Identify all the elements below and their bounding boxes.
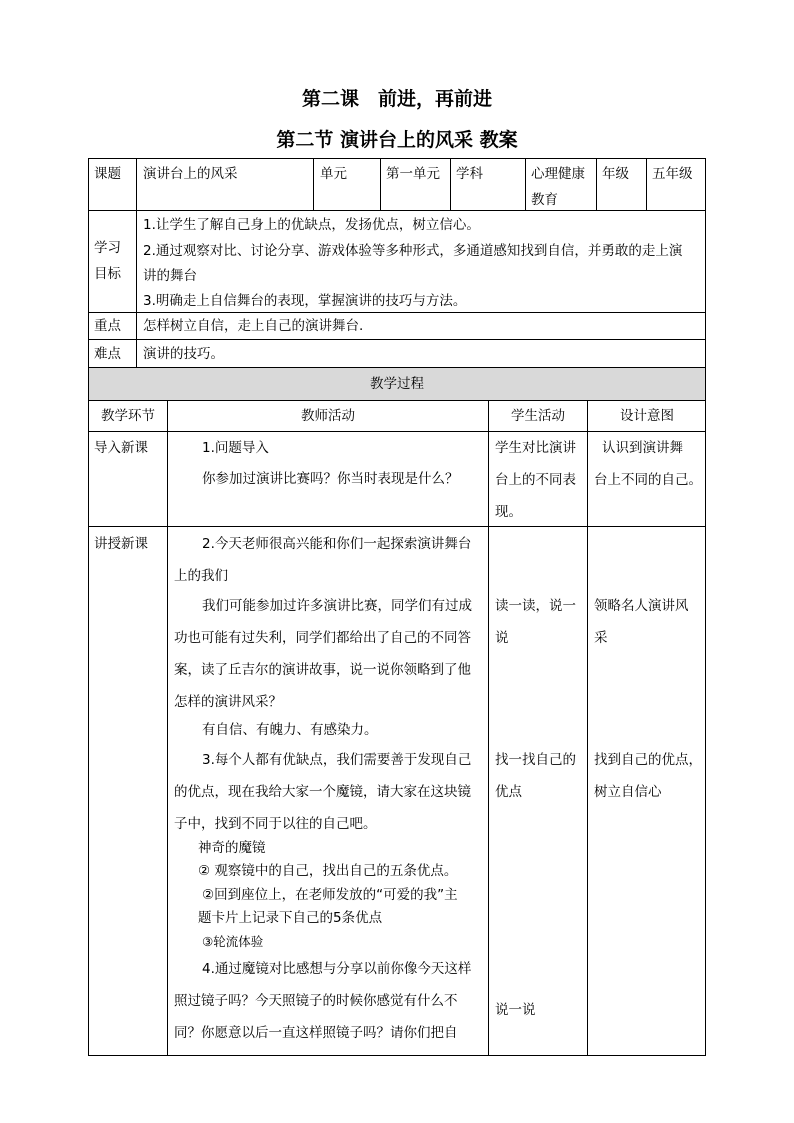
lesson-stage: 讲授新课 — [94, 536, 148, 552]
topic-value: 演讲台上的风采 — [143, 166, 238, 182]
lesson-intent-line: 采 — [594, 630, 608, 646]
topic-label: 课题 — [94, 166, 121, 182]
lesson-activity-line: 神奇的魔镜 — [198, 840, 266, 856]
lesson-teacher-line: 上的我们 — [174, 568, 228, 584]
difficulty-value: 演讲的技巧。 — [143, 346, 224, 362]
subject-value-line2: 教育 — [531, 192, 558, 208]
lesson-activity-line: ③轮流体验 — [202, 934, 264, 949]
intro-intent-line: 认识到演讲舞 — [602, 440, 683, 456]
col-student-header: 学生活动 — [511, 408, 565, 424]
lesson-student-line: 说 — [495, 630, 509, 646]
page-subtitle: 第二节 演讲台上的风采 教案 — [276, 129, 518, 151]
lesson-plan-table — [88, 158, 706, 1056]
lesson-teacher-line: 怎样的演讲风采？ — [174, 694, 282, 710]
unit-value: 第一单元 — [386, 166, 440, 182]
col-teacher-header: 教师活动 — [301, 408, 355, 424]
intro-teacher-line: 你参加过演讲比赛吗？你当时表现是什么？ — [202, 471, 459, 487]
lesson-student-line: 优点 — [495, 784, 522, 800]
intro-student-line: 现。 — [495, 504, 522, 520]
lesson-teacher-line: 案，读了丘吉尔的演讲故事，说一说你领略到了他 — [174, 662, 471, 678]
lesson-teacher-line: 照过镜子吗？今天照镜子的时候你感觉有什么不 — [174, 993, 458, 1009]
key-value: 怎样树立自信，走上自己的演讲舞台. — [143, 318, 364, 334]
lesson-activity-line: ②回到座位上，在老师发放的“可爱的我”主 — [202, 887, 458, 903]
intro-student-line: 学生对比演讲 — [495, 440, 576, 456]
unit-label: 单元 — [320, 166, 347, 182]
subject-value-line1: 心理健康 — [531, 166, 585, 182]
lesson-student-line: 读一读，说一 — [495, 598, 576, 614]
intro-intent-line: 台上不同的自己。 — [594, 472, 702, 488]
lesson-teacher-line: 2.今天老师很高兴能和你们一起探索演讲舞台 — [202, 536, 472, 552]
difficulty-label: 难点 — [94, 346, 121, 362]
lesson-teacher-line: 3.每个人都有优缺点，我们需要善于发现自己 — [202, 752, 472, 768]
goals-label-line1: 学习 — [94, 240, 121, 256]
goals-line: 3.明确走上自信舞台的表现，掌握演讲的技巧与方法。 — [143, 293, 467, 309]
lesson-intent-line: 领略名人演讲风 — [594, 598, 689, 614]
lesson-student-line: 找一找自己的 — [495, 752, 576, 768]
lesson-intent-line: 找到自己的优点， — [594, 752, 702, 768]
lesson-teacher-line: 的优点，现在我给大家一个魔镜，请大家在这块镜 — [174, 784, 471, 800]
lesson-intent-line: 树立自信心 — [594, 784, 662, 800]
lesson-activity-line: 题卡片上记录下自己的5条优点 — [198, 910, 383, 926]
key-label: 重点 — [94, 318, 121, 334]
col-intent-header: 设计意图 — [620, 408, 674, 424]
col-stage-header: 教学环节 — [101, 408, 155, 424]
lesson-teacher-line: 同？你愿意以后一直这样照镜子吗？请你们把自 — [174, 1025, 458, 1041]
goals-line: 1.让学生了解自己身上的优缺点，发扬优点，树立信心。 — [143, 217, 480, 233]
intro-stage: 导入新课 — [94, 440, 148, 456]
lesson-teacher-line: 子中，找到不同于以往的自己吧。 — [174, 816, 377, 832]
goals-line: 讲的舞台 — [143, 268, 197, 284]
intro-student-line: 台上的不同表 — [495, 472, 576, 488]
lesson-teacher-line: 4.通过魔镜对比感想与分享以前你像今天这样 — [202, 961, 472, 977]
goals-label-line2: 目标 — [94, 266, 121, 282]
grade-label: 年级 — [602, 166, 629, 182]
grade-value: 五年级 — [652, 166, 693, 182]
lesson-teacher-line: 我们可能参加过许多演讲比赛，同学们有过成 — [202, 598, 472, 614]
subject-label: 学科 — [456, 166, 483, 182]
lesson-activity-line: ② 观察镜中的自己，找出自己的五条优点。 — [198, 863, 458, 879]
lesson-student-line: 说一说 — [495, 1002, 536, 1018]
intro-teacher-line: 1.问题导入 — [202, 440, 269, 456]
lesson-teacher-line: 功也可能有过失利，同学们都给出了自己的不同答 — [174, 630, 471, 646]
page-title: 第二课 前进，再前进 — [301, 88, 492, 110]
process-header: 教学过程 — [370, 376, 424, 392]
goals-line: 2.通过观察对比、讨论分享、游戏体验等多种形式，多通道感知找到自信，并勇敢的走上演 — [143, 243, 683, 259]
lesson-teacher-line: 有自信、有魄力、有感染力。 — [202, 722, 378, 738]
